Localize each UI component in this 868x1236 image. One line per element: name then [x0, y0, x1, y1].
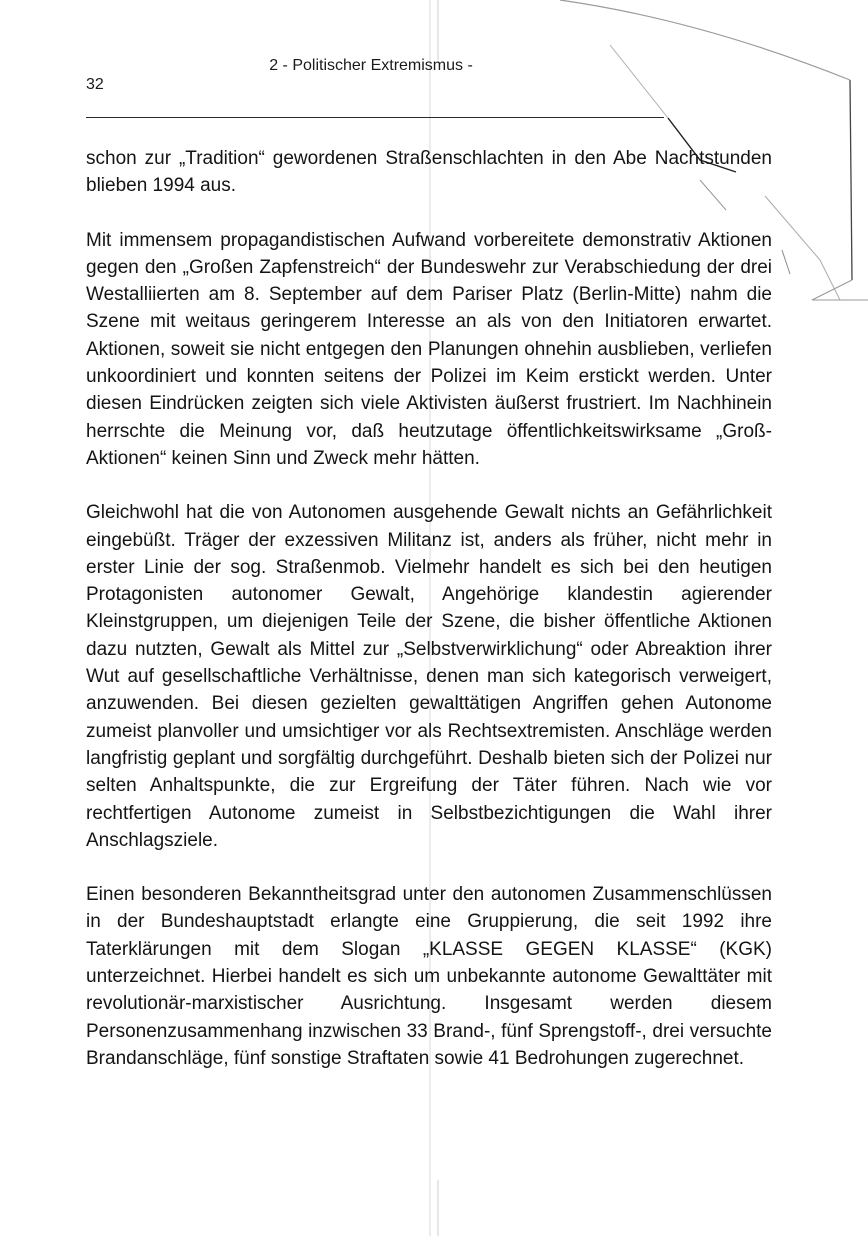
paragraph-4: Einen besonderen Bekanntheitsgrad unter den autonomen Zusammenschlüssen in der Bundeshauptstadt erlangte eine Gruppierung, die seit 1992 ihre Taterklärungen mit dem Slogan „KLASSE GEGEN KLASSE“ (KGK) unterzeichnet. Hierbei handelt es sich um unbekannte autonome Gewalttäter mit revolutionär-marxistischer Ausrichtung. Insgesamt werden diesem Personenzusammenhang inzwischen 33 Brand-, fünf Sprengstoff-, drei versuchte Brandanschläge, fünf sonstige Straftaten sowie 41 Bedrohungen zugerechnet. — [86, 884, 772, 1069]
paragraph-2: Mit immensem propagandistischen Aufwand vorbereitete demonstrativ Aktionen gegen den „Großen Zapfenstreich“ der Bundeswehr zur Verabschiedung der drei Westalliierten am 8. September auf dem Pariser Platz (Berlin-Mitte) nahm die Szene mit weitaus geringerem Interesse an als von den Initiatoren erwartet. Aktionen, soweit sie nicht entgegen den Planungen ohnehin ausblieben, verliefen unkoordiniert und konnten seitens der Polizei im Keim erstickt werden. Unter diesen Eindrücken zeigten sich viele Aktivisten äußerst frustriert. Im Nachhinein herrschte die Meinung vor, daß heutzutage öffentlichkeitswirksame „Groß-Aktionen“ keinen Sinn und Zweck mehr hätten. — [86, 229, 772, 469]
body-text — [86, 145, 772, 1072]
header-rule — [86, 117, 664, 118]
page-number: 32 — [86, 76, 104, 93]
paragraph-3: Gleichwohl hat die von Autonomen ausgehende Gewalt nichts an Gefährlichkeit eingebüßt. Träger der exzessiven Militanz ist, anders als früher, nicht mehr in erster Linie der sog. Straßenmob. Vielmehr handelt es sich bei den heutigen Protagonisten autonomer Gewalt, Angehörige klandestin agierender Kleinstgruppen, um diejenigen Teile der Szene, die bisher öffentliche Aktionen dazu nutzten, Gewalt als Mittel zur „Selbstverwirklichung“ oder Abreaktion ihrer Wut auf gesellschaftliche Verhältnisse, denen man sich kategorisch verweigert, anzuwenden. Bei diesen gezielten gewalttätigen Angriffen gehen Autonome zumeist planvoller und umsichtiger vor als Rechtsextremisten. Anschläge werden langfristig geplant und sorgfältig durchgeführt. Deshalb bieten sich der Polizei nur selten Anhaltspunkte, die zur Ergreifung der Täter führen. Nach wie vor rechtfertigen Autonome zumeist in Selbstbezichtigungen die Wahl ihrer Anschlagsziele. — [86, 502, 772, 851]
paragraph-1: schon zur „Tradition“ gewordenen Straßenschlachten in den Abe Nachtstunden blieben 1994 aus. — [86, 148, 772, 197]
running-header: 2 - Politischer Extremismus - — [269, 57, 473, 74]
